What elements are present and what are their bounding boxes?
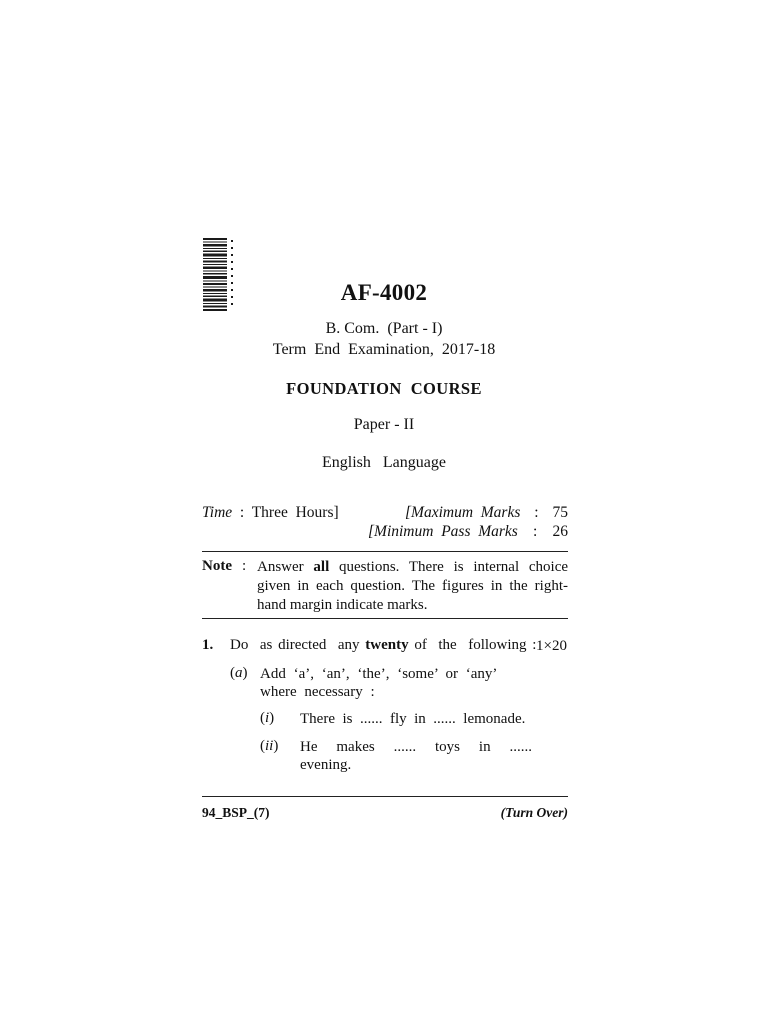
- max-marks-sep: :: [534, 504, 539, 521]
- paper-title: Paper - II: [353, 416, 415, 433]
- subquestion-text: Add ‘a’, ‘an’, ‘the’, ‘some’ or ‘any’ where necessary :: [260, 666, 497, 700]
- exam-title: Term End Examination, 2017-18: [272, 341, 496, 358]
- subquestion-label: [230, 665, 248, 682]
- question-number: 1.: [202, 637, 214, 653]
- note-text-pre: Answer: [257, 559, 314, 575]
- paper-code: AF-4002: [340, 280, 428, 305]
- item-ii-word: makes: [336, 739, 375, 755]
- min-marks-line: [368, 523, 568, 541]
- item-ii-word: toys: [435, 739, 461, 755]
- footer-code: 94_BSP_(7): [202, 805, 270, 820]
- note-text-post: questions. There is internal choice given in each question. The figures in the right-hand margin indicate marks.: [257, 559, 569, 613]
- subject-title: English Language: [322, 454, 446, 471]
- time-line: [202, 504, 339, 522]
- min-marks-label: [Minimum Pass Marks: [368, 523, 518, 540]
- note-label: Note: [202, 558, 232, 574]
- note-separator: :: [242, 558, 247, 574]
- item-i-open: (: [260, 710, 265, 726]
- time-label: Time: [202, 504, 233, 521]
- turn-over-label: (Turn Over): [500, 805, 568, 820]
- question-marks: 1×20: [536, 638, 567, 654]
- item-ii-word: in: [478, 739, 491, 755]
- min-marks-value: 26: [552, 523, 568, 540]
- max-marks-value: 75: [552, 504, 568, 521]
- question-text-pre: Do as directed any: [230, 637, 366, 653]
- question-text: [230, 637, 536, 654]
- item-ii-close: ): [273, 738, 279, 754]
- item-ii-first-line: [300, 738, 532, 756]
- item-ii-word: ......: [509, 739, 532, 755]
- item-ii-word: ......: [393, 739, 417, 755]
- item-text-ii: [300, 738, 532, 774]
- item-label-ii: [260, 738, 278, 755]
- item-i-roman: i: [265, 710, 270, 726]
- max-marks-label: [Maximum Marks: [405, 504, 521, 521]
- divider-middle: [202, 618, 568, 619]
- min-marks-sep: :: [533, 523, 538, 540]
- item-ii-roman: ii: [265, 738, 274, 754]
- subquestion-close: ): [242, 665, 248, 681]
- subquestion-open: (: [230, 665, 235, 681]
- course-title: FOUNDATION COURSE: [286, 379, 482, 398]
- divider-top: [202, 551, 568, 552]
- item-label-i: [260, 710, 274, 727]
- question-text-bold: twenty: [365, 637, 409, 653]
- item-ii-open: (: [260, 738, 265, 754]
- question-text-post: of the following :: [408, 637, 537, 653]
- item-ii-word: He: [300, 739, 318, 755]
- note-text: [257, 558, 568, 615]
- subquestion-letter: a: [235, 665, 243, 681]
- item-i-close: ): [269, 710, 275, 726]
- time-value: Three Hours]: [251, 504, 339, 521]
- program-title: B. Com. (Part - I): [325, 320, 443, 337]
- item-text-i: There is ...... fly in ...... lemonade.: [300, 711, 526, 727]
- divider-bottom: [202, 796, 568, 797]
- note-text-bold: all: [313, 559, 330, 575]
- item-ii-last-line: evening.: [300, 757, 352, 773]
- max-marks-line: [405, 504, 568, 522]
- time-separator: :: [239, 504, 245, 521]
